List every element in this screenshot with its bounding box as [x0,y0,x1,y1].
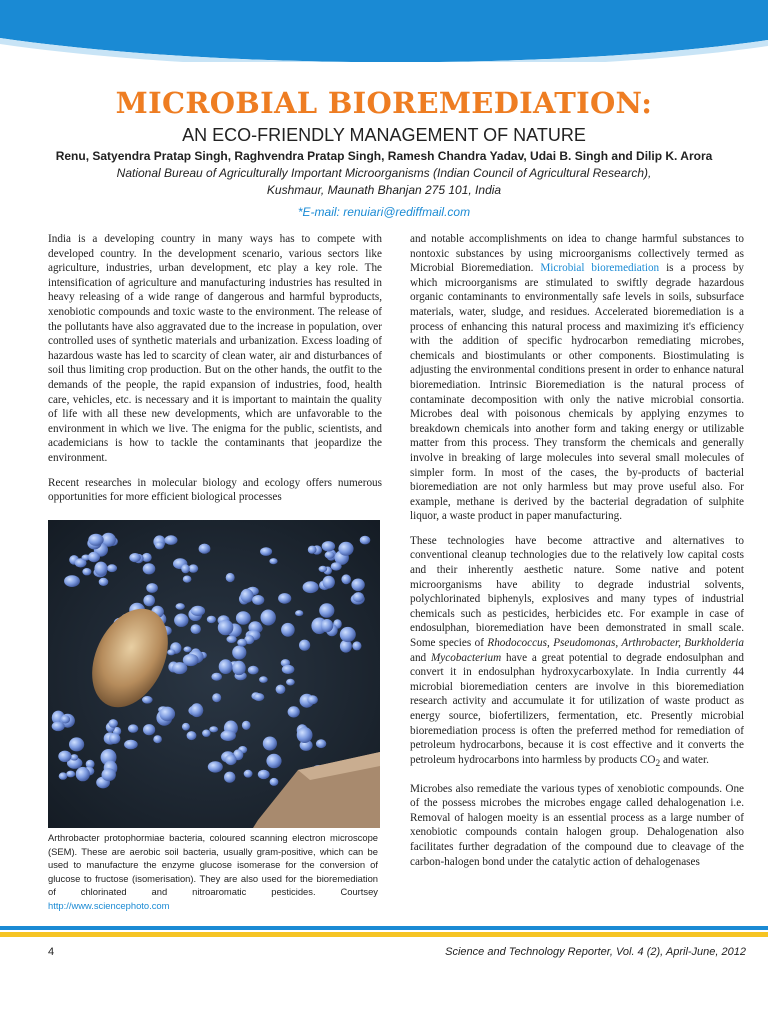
bacteria-cell [188,564,198,572]
bacteria-cell [303,581,319,593]
bacteria-cell [351,579,364,592]
body-paragraph: and notable accomplishments on idea to change harmful substances to nontoxic substances by using microorganisms collectively termed as Microbial Bioremediation. Microbial bioremediation is a process by which microorganisms are stimulated to swiftly degrade hazardous organic contaminants to environmentally safe levels in soils, subsurface materials, water, sludge, and residues. Accelerated bioremediation is a process of enhancing this natural process and maximizing it's efficiency with the addition of specific hydrocarbon remediating microbes, chemicals and biostimulants or other components. Biostimulating is adjusting the environmental conditions present in order to enhance natural bioremediation. Intrinsic Bioremediation is the natural process of contaminate decomposition with only the native microbial consortia. Microbes deal with poisonous chemicals by applying enzymes to breakdown chemicals into another form and taking energy or utilizable matter from this process. They transform the chemicals and generally involve in breaking of large molecules into several small molecules of simpler form. In most of the cases, the by-products of bacterial bioremediation are not only harmless but may prove useful also. For example, methane is derived by the bacterial degradation of sulphite liquor, a waste product in paper manufacturing. [410,233,745,523]
bacteria-cell [99,578,109,586]
body-paragraph: Recent researches in molecular biology and ecology offers numerous opportunities for more efficient biological processes [48,476,382,504]
bacteria-cell [66,771,75,778]
bacteria-cell [286,679,295,686]
bacteria-cell [70,754,78,760]
bacteria-cell [295,610,303,616]
bacteria-cell [176,603,185,610]
bacteria-cell [254,693,265,701]
bacteria-cell [219,659,233,674]
bacteria-cell [338,542,353,556]
bacteria-cell [107,564,117,572]
bacteria-cell [143,724,155,735]
bacteria-cell [224,772,235,783]
bacteria-cell [288,706,300,717]
bacteria-cell [352,641,361,650]
bacteria-cell [232,646,246,660]
bacteria-cell [269,558,277,564]
bacteria-cell [128,724,138,732]
bacteria-cell [319,603,334,617]
bacteria-cell [182,723,190,731]
bacteria-cell [323,576,335,589]
bacteria-cell [232,661,245,675]
bacteria-cell [191,606,205,616]
caption-text: Arthrobacter protophormiae bacteria, coloured scanning electron microscope (SEM). These are aerobic soil bacteria, usually gram-positive, which can be used to manufacture the enzyme glucose isomerase for the conversion of glucose to fructose (isomerisation). They are also used for the bioremediation of chlorinated and nitroaromatic pesticides. Courtsey [48,832,378,898]
bacteria-cell [252,595,264,605]
bacteria-cell [266,754,281,769]
journal-citation: Science and Technology Reporter, Vol. 4 (2), April-June, 2012 [445,946,746,958]
bacteria-cell [181,564,190,573]
bacteria-cell [184,646,192,652]
bacteria-cell [61,715,70,723]
body-paragraph: India is a developing country in many ways has to compete with developed country. In the development scenario, various sectors like agriculture, industries, urban development, etc play a key role. The intensification of agriculture and manufacturing industries has resulted in heavy releasing of a wide range of dangerous and harmful byproducts, xenobiotic compounds and toxic waste to the environment. The release of the pollutants have also aggravated due to the increase in population, over controlled uses of synthetic materials and urbanization. Excess loading of hazardous waste has led to scarcity of clean water, air and disturbances of soil thus limiting crop production. But on the other hands, the outfit to the demands of the people, the rapid expansion of industries, food, health care, vehicles, etc. is necessary and it is important to maintain the quality of life with all these new developments, which are unfavorable to the environment in which we live. The enigma for the public, scientists, and academicians is how to tackle the contaminants that jeopardize the environment. [48,233,382,464]
bacteria-cell [109,733,120,744]
bacteria-cell [142,696,153,704]
bacteria-cell [299,640,310,651]
bacteria-cell [109,719,118,728]
bacteria-cell [191,624,201,634]
bacteria-cell [248,666,259,675]
bacteria-cell [297,727,313,743]
bacteria-cell [209,726,218,732]
bacteria-cell [322,541,335,551]
bacteria-cell [187,731,197,740]
bacteria-cell [88,552,100,562]
bacteria-cell [155,542,164,550]
bacteria-cell [94,562,107,576]
bacteria-cell [263,737,277,751]
article-subtitle: AN ECO-FRIENDLY MANAGEMENT OF NATURE [182,125,586,145]
bacteria-cell [321,619,333,632]
bacteria-cell [76,767,90,781]
bacteria-cell [341,574,351,584]
bacteria-cell [174,614,188,627]
bacteria-cell [183,654,199,666]
footer-band [0,926,768,940]
body-paragraph: These technologies have become attractive and alternatives to conventional cleanup technologies due to the relatively low capital costs and their inherently aesthetic nature. Some native and potent microorganisms have ability to degrade industrial solvents, polychlorinated biphenyls, explosives and many types of industrial chemicals such as pesticides, herbicides etc. For example in case of endosulphan, bioremediation have been demonstrated in small scale. Some species of Rhodococcus, Pseudomonas, Arthrobacter, Burkholderia and Mycobacterium have a great potential to degrade endosulphan and convert it in endosulphan hydroxycarboxylate. In India currently 44 microbial bioremediation centers are involve in this bioremediation research activity and accumulate it for utilization of waste product as energy source, biofertilizers, fermentation, etc. Presently microbial bioremediation process is often the preferred method for remediation of petroleum hydrocarbons, because it is cost effective and it converts the petroleum hydrocarbons into harmless by products $CO_2$ and water. [410,534,745,770]
bacteria-cell [353,592,364,602]
bacteria-cell [281,623,295,637]
bacteria-cell [319,566,328,572]
bacteria-cell [129,553,141,562]
author-email[interactable]: *E-mail: renuiari@rediffmail.com [297,205,471,219]
bacteria-cell [208,761,223,772]
bacteria-cell [227,636,237,643]
bacteria-cell [59,772,68,779]
bacteria-cell [278,593,291,604]
bacteria-cell [207,616,216,623]
bacteria-cell [308,546,317,554]
bacteria-cell [242,721,251,730]
bacteria-cell [225,755,237,766]
bacteria-cell [258,770,270,779]
bacteria-cell [340,627,356,642]
caption-source-link[interactable]: http://www.sciencephoto.com [48,899,170,911]
bacteria-cell [211,673,222,681]
bacteria-cell [218,620,234,636]
article-title: MICROBIAL BIOREMEDIATION: [115,86,653,120]
bacteria-cell [325,551,335,559]
bacteria-cell [167,649,175,655]
bacteria-cell [199,544,211,554]
bacteria-cell [260,547,272,556]
bacteria-cell [52,722,65,732]
bacteria-cell [190,703,203,717]
bacteria-cell [160,707,176,722]
figure-caption [48,831,378,913]
affiliation-line-1: National Bureau of Agriculturally Important Microorganisms (Indian Council of Agricultural Research), [116,166,652,180]
bacteria-cell [237,639,247,647]
bacteria-cell [221,730,236,741]
bacteria-cell [236,611,251,624]
bacteria-cell [124,740,138,750]
bacteria-cell [165,535,178,545]
bacteria-cell [183,576,192,583]
bacteria-cell [64,575,80,587]
right-column [410,232,744,879]
author-list: Renu, Satyendra Pratap Singh, Raghvendra Pratap Singh, Ramesh Chandra Yadav, Udai B. Singh and Dilip K. Arora [55,149,713,163]
bacteria-cell [82,568,91,575]
bacteria-cell [316,739,326,748]
page-number: 4 [48,946,55,958]
bacteria-cell [240,589,253,603]
body-paragraph: Microbes also remediate the various types of xenobiotic compounds. One of the possess microbes the microbes engage called dehalogenation i.e. Removal of halogen moeity is an essential process as a large number of xenobiotic compounds contain halogen group. Dehalogenation also facilitates further degradation of the compound due to cleavage of the carbon-halogen bond under the catalytic action of dehalogenases [410,782,744,868]
inline-link[interactable]: Microbial bioremediation [540,262,660,275]
bacteria-cell [202,730,210,737]
bacteria-cell [69,737,84,751]
bacteria-cell [143,563,156,574]
bacteria-cell [282,665,295,674]
bacteria-cell [331,562,342,570]
bacteria-cell [360,536,371,545]
bacteria-cell [261,610,276,626]
bacteria-cell [307,695,318,704]
bacteria-cell [212,693,221,702]
bacteria-cell [244,770,253,778]
header-wave-band [0,0,768,62]
bacteria-cell [143,595,155,607]
bacteria-cell [276,685,286,694]
bacteria-cell [146,583,158,593]
bacteria-cell [259,676,268,683]
affiliation-line-2: Kushmaur, Maunath Bhanjan 275 101, India [266,183,502,197]
bacteria-cell [102,768,116,781]
left-column [48,232,382,515]
bacteria-cell [58,751,71,762]
bacteria-cell [270,778,279,786]
bacteria-cell [88,534,103,546]
bacteria-cell [226,573,235,582]
sem-bacteria-photo [48,520,380,828]
bacteria-cell [153,735,162,743]
